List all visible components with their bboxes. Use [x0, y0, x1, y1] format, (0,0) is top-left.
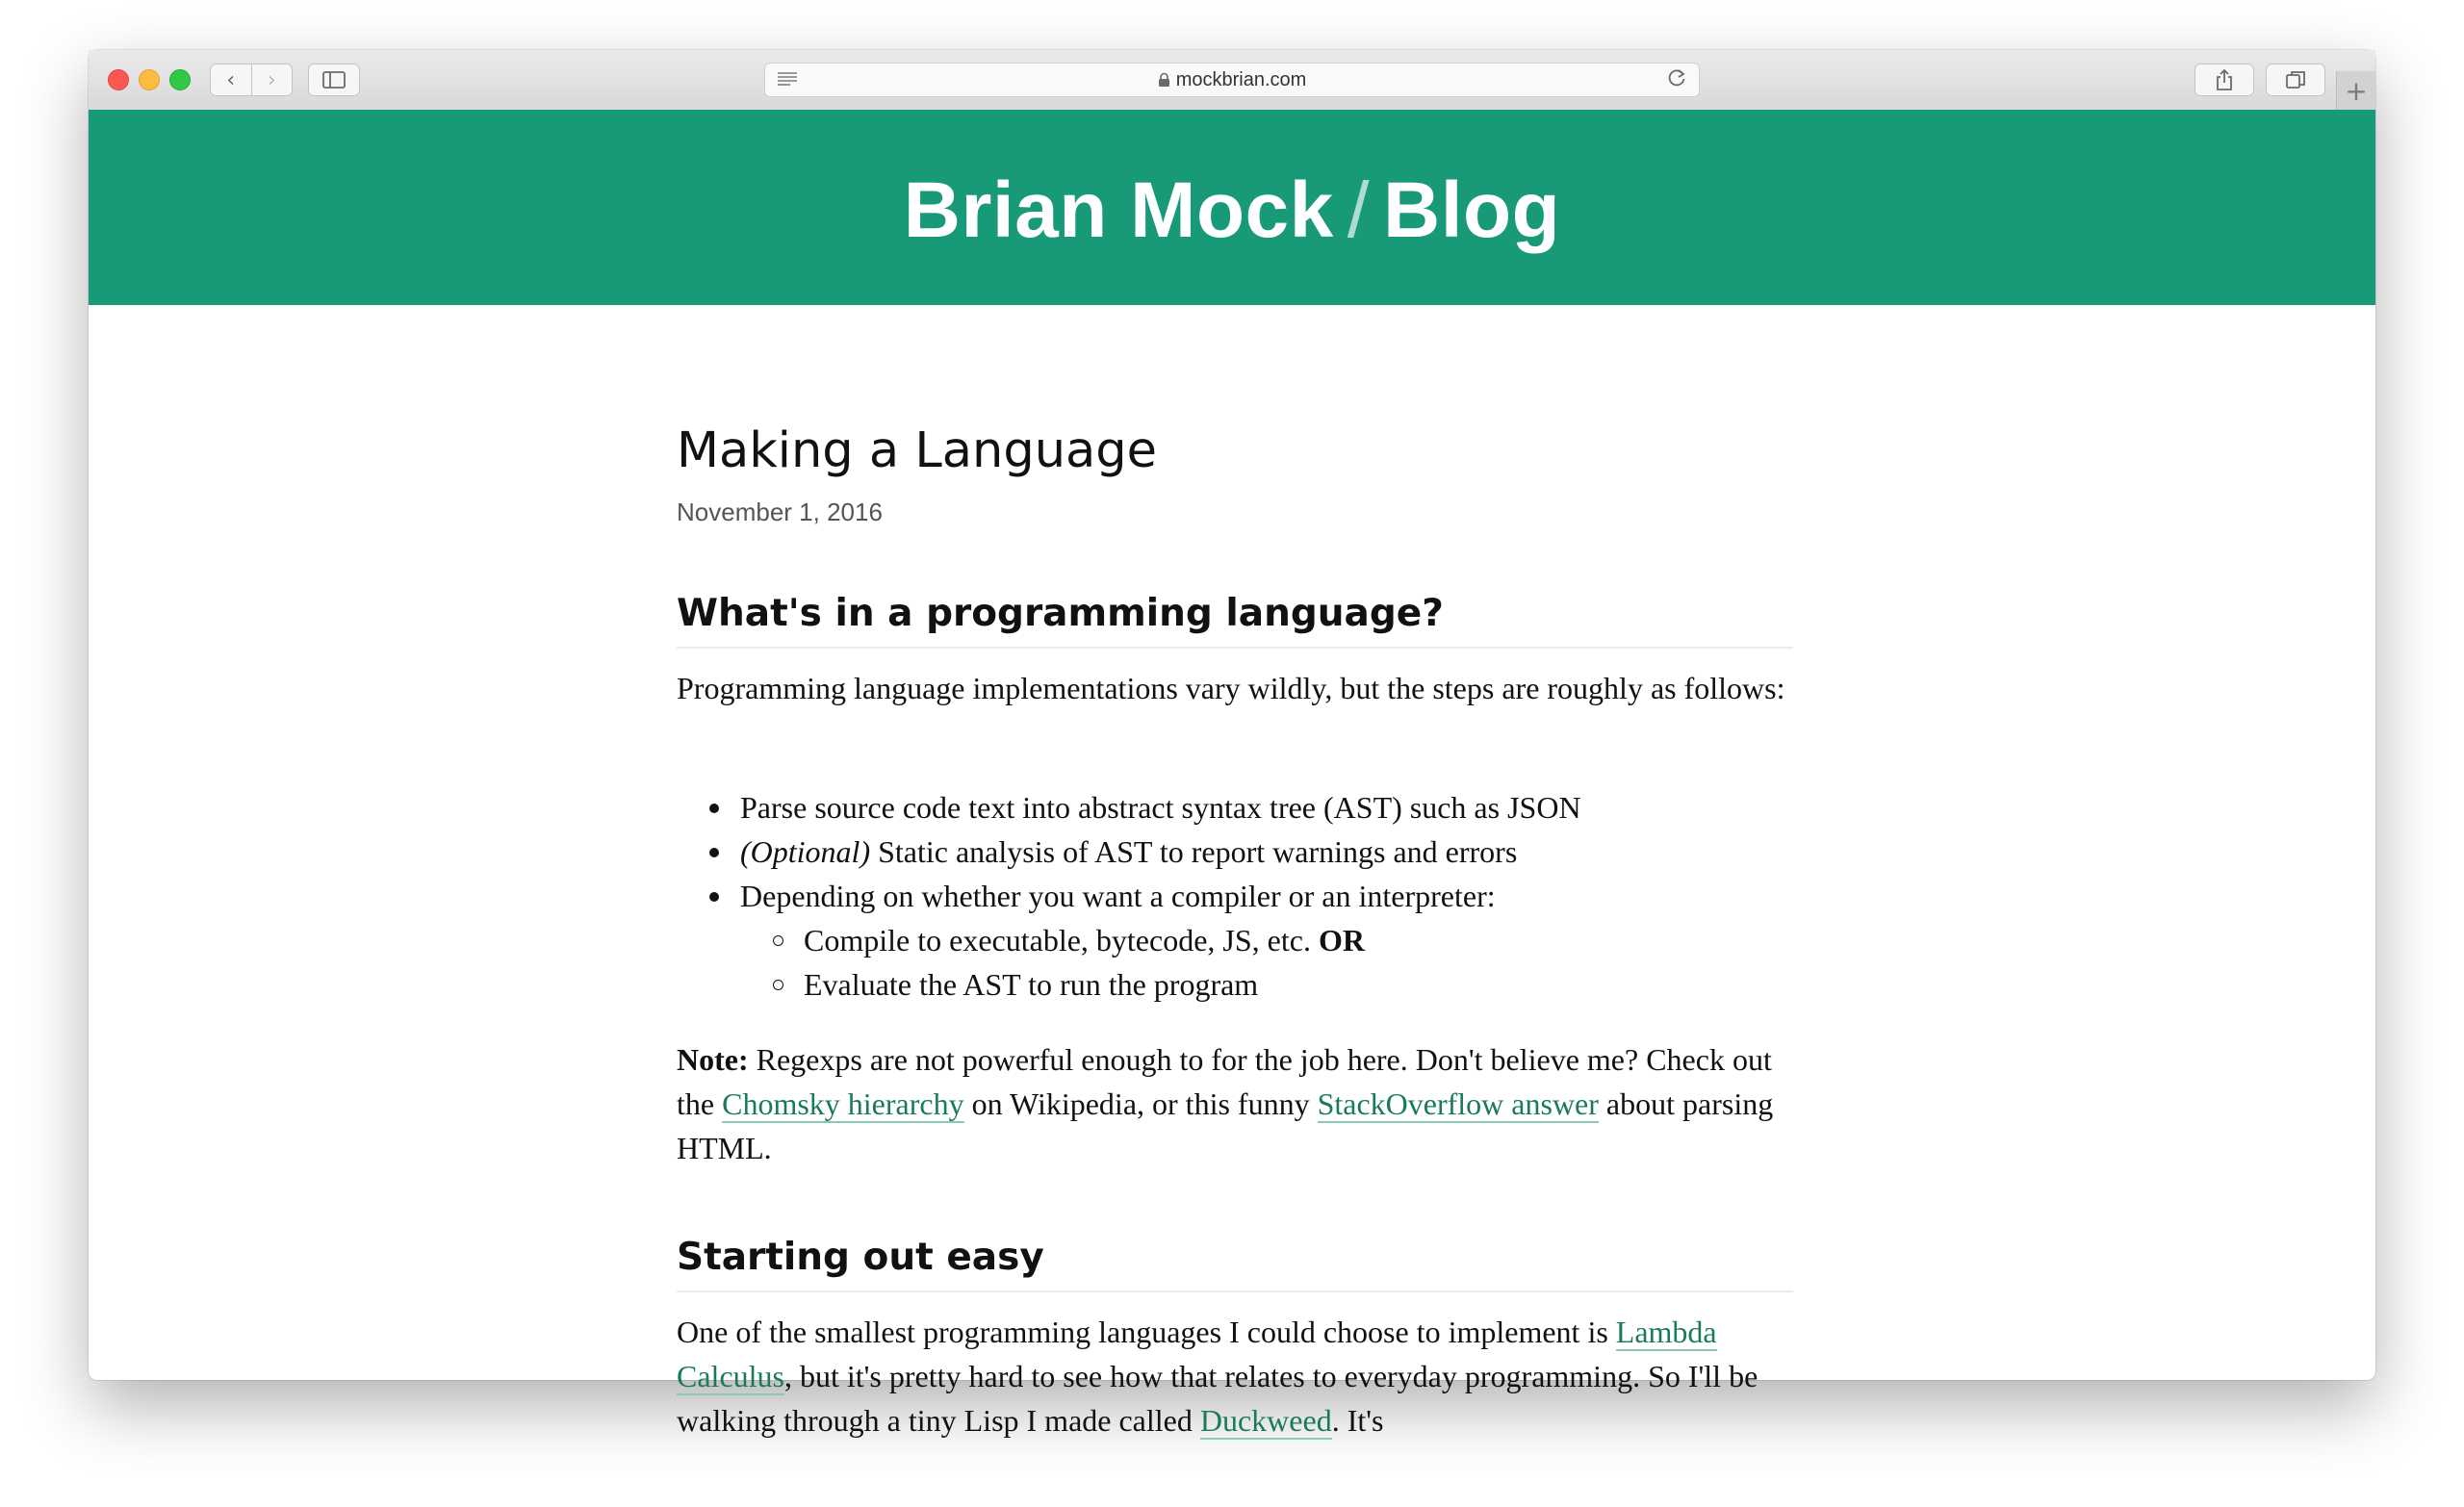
plus-icon: +: [2345, 74, 2368, 107]
starting-text-3: . It's: [1331, 1403, 1384, 1438]
blog-link[interactable]: Blog: [1383, 166, 1561, 254]
chomsky-hierarchy-link[interactable]: Chomsky hierarchy: [722, 1086, 964, 1121]
browser-toolbar: [89, 50, 2375, 111]
stackoverflow-answer-link[interactable]: StackOverflow answer: [1317, 1086, 1599, 1121]
minimize-window-button[interactable]: [139, 69, 160, 90]
note-text-1: Regexps are not powerful enough to for the job here. Don't believe me? Check out the: [677, 1042, 1772, 1121]
depending-text: Depending on whether you want a compiler or an interpreter:: [740, 879, 1496, 913]
show-tabs-button[interactable]: [2266, 64, 2325, 96]
address-bar[interactable]: [764, 63, 1700, 97]
sub-steps-list: [740, 918, 1581, 1007]
back-button[interactable]: [211, 64, 251, 95]
note-paragraph: [677, 1037, 1793, 1170]
post-title: Making a Language: [677, 422, 1158, 479]
starting-paragraph: [677, 1310, 1793, 1443]
site-header: [89, 110, 2375, 305]
or-emphasis: OR: [1318, 923, 1365, 958]
optional-label: (Optional): [740, 834, 871, 869]
duckweed-link[interactable]: Duckweed: [1199, 1403, 1332, 1438]
note-text-2: on Wikipedia, or this funny: [971, 1086, 1310, 1121]
new-tab-button[interactable]: [2336, 71, 2375, 110]
site-title: [904, 166, 1560, 256]
url-text: mockbrian.com: [1175, 68, 1307, 90]
compile-text: Compile to executable, bytecode, JS, etc.: [804, 923, 1311, 958]
chevron-right-icon: ›: [267, 67, 276, 92]
section-heading-starting-out-easy: Starting out easy: [677, 1236, 1793, 1292]
intro-paragraph: Programming language implementations vary wildly, but the steps are roughly as follows:: [677, 671, 1785, 705]
zoom-window-button[interactable]: [169, 69, 191, 90]
sidebar-icon: [322, 71, 346, 89]
steps-list: [677, 785, 1581, 1007]
starting-text-2: , but it's pretty hard to see how that relates to everyday programming. So I'll be walking through a tiny Lisp I made called: [677, 1359, 1758, 1438]
lock-icon: [1158, 72, 1170, 88]
reload-button[interactable]: [1666, 67, 1687, 94]
list-item-depending: [740, 874, 1581, 1007]
list-item-static-analysis: [740, 830, 1581, 874]
sidebar-button[interactable]: [308, 64, 360, 96]
tabs-overview-icon: [2285, 69, 2306, 90]
navigation-buttons: [210, 64, 293, 96]
list-item-parse: Parse source code text into abstract syntax tree (AST) such as JSON: [740, 785, 1581, 830]
chevron-left-icon: ‹: [226, 67, 236, 92]
list-item-compile: [804, 918, 1581, 962]
lambda-calculus-link[interactable]: Lambda Calculus: [677, 1315, 1717, 1393]
note-label: Note:: [677, 1042, 749, 1077]
post-date: November 1, 2016: [677, 498, 883, 526]
static-analysis-text: Static analysis of AST to report warnings and errors: [878, 834, 1518, 869]
section-heading-whats-in-a-language: What's in a programming language?: [677, 592, 1793, 649]
starting-text-1: One of the smallest programming languages I could choose to implement is: [677, 1315, 1608, 1349]
site-name-link[interactable]: Brian Mock: [903, 166, 1334, 254]
title-separator: /: [1347, 166, 1371, 254]
forward-button[interactable]: [251, 64, 293, 95]
url-display: [765, 64, 1699, 96]
close-window-button[interactable]: [108, 69, 129, 90]
browser-window: [89, 50, 2375, 1438]
list-item-evaluate: Evaluate the AST to run the program: [804, 962, 1581, 1007]
reload-icon: [1666, 67, 1687, 89]
share-icon: [2215, 68, 2234, 91]
note-text-3: about parsing HTML.: [677, 1086, 1774, 1165]
share-button[interactable]: [2194, 64, 2254, 96]
